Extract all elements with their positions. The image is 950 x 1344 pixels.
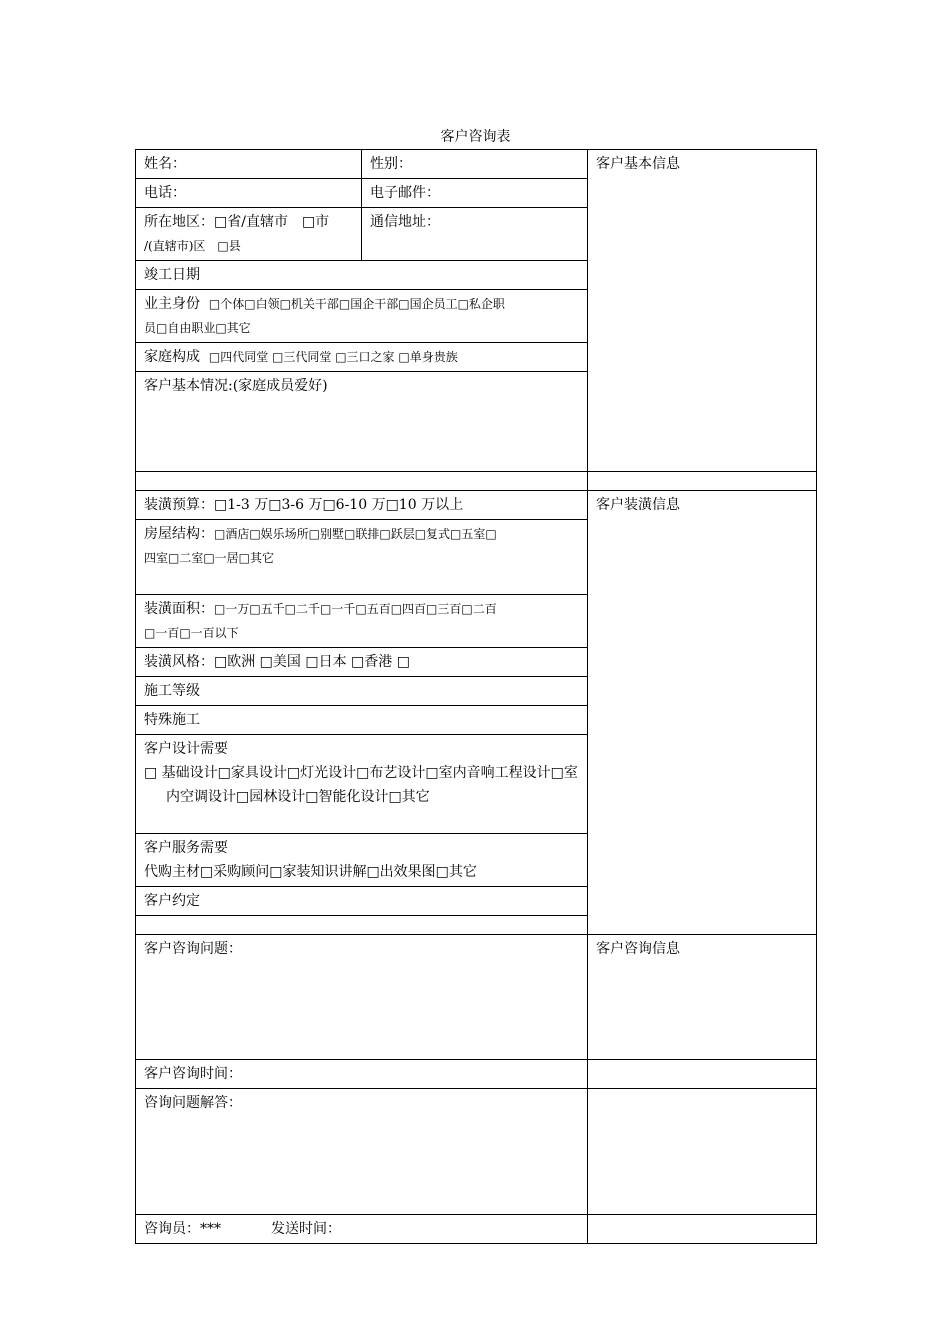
special-construction-field[interactable]: 特殊施工 bbox=[136, 706, 588, 735]
service-needs-field[interactable]: 客户服务需要 代购主材□采购顾问□家装知识讲解□出效果图□其它 bbox=[136, 834, 588, 887]
name-field[interactable]: 姓名： bbox=[136, 150, 362, 179]
empty-cell bbox=[588, 1215, 817, 1244]
spacer-cell bbox=[588, 472, 817, 491]
phone-field[interactable]: 电话： bbox=[136, 179, 362, 208]
basic-info-section-label: 客户基本信息 bbox=[588, 150, 817, 472]
gender-field[interactable]: 性别： bbox=[362, 150, 588, 179]
region-field[interactable]: 所在地区：□省/直辖市 □市 /(直辖市)区 □县 bbox=[136, 208, 362, 261]
decor-info-section-label: 客户装潢信息 bbox=[588, 491, 817, 935]
budget-field[interactable]: 装潢预算：□1-3 万□3-6 万□6-10 万□10 万以上 bbox=[136, 491, 588, 520]
consultation-form-table bbox=[135, 149, 817, 1244]
service-needs-options[interactable]: 代购主材□采购顾问□家装知识讲解□出效果图□其它 bbox=[144, 864, 477, 880]
decor-area-options[interactable]: □一万□五千□二千□一千□五百□四百□三百□二百 bbox=[214, 602, 497, 616]
customer-agreement-field[interactable]: 客户约定 bbox=[136, 887, 588, 916]
construction-grade-field[interactable]: 施工等级 bbox=[136, 677, 588, 706]
owner-identity-field[interactable]: 业主身份 □个体□白领□机关干部□国企干部□国企员工□私企职 员□自由职业□其它 bbox=[136, 290, 588, 343]
basic-situation-field[interactable]: 客户基本情况:(家庭成员爱好) bbox=[136, 372, 588, 472]
empty-cell bbox=[588, 1060, 817, 1089]
decor-style-field[interactable]: 装潢风格：□欧洲 □美国 □日本 □香港 □ bbox=[136, 648, 588, 677]
send-time-label: 发送时间： bbox=[271, 1221, 341, 1237]
consult-info-section-label: 客户咨询信息 bbox=[588, 935, 817, 1060]
decor-area-options-cont[interactable]: □一百□一百以下 bbox=[144, 626, 239, 640]
decor-area-field[interactable]: 装潢面积：□一万□五千□二千□一千□五百□四百□三百□二百 □一百□一百以下 bbox=[136, 595, 588, 648]
email-field[interactable]: 电子邮件： bbox=[362, 179, 588, 208]
family-composition-options[interactable]: □四代同堂 □三代同堂 □三口之家 □单身贵族 bbox=[208, 350, 458, 364]
family-composition-field[interactable]: 家庭构成 □四代同堂 □三代同堂 □三口之家 □单身贵族 bbox=[136, 343, 588, 372]
consult-time-field[interactable]: 客户咨询时间： bbox=[136, 1060, 588, 1089]
consult-question-field[interactable]: 客户咨询问题： bbox=[136, 935, 588, 1060]
consultant-row[interactable] bbox=[136, 1215, 588, 1244]
house-structure-options-cont[interactable]: 四室□二室□一居□其它 bbox=[144, 551, 275, 565]
house-structure-field[interactable]: 房屋结构：□酒店□娱乐场所□别墅□联排□跃层□复式□五室□ 四室□二室□一居□其它 bbox=[136, 520, 588, 595]
owner-identity-options-cont[interactable]: 员□自由职业□其它 bbox=[144, 321, 251, 335]
design-needs-options[interactable]: □ 基础设计□家具设计□灯光设计□布艺设计□室内音响工程设计□室内空调设计□园林设计□智能化设计□其它 bbox=[144, 765, 578, 805]
completion-date-field[interactable]: 竣工日期 bbox=[136, 261, 588, 290]
form-title: 客户咨询表 bbox=[440, 129, 511, 145]
consult-answer-field[interactable]: 咨询问题解答： bbox=[136, 1089, 588, 1215]
design-needs-field[interactable]: 客户设计需要 □ 基础设计□家具设计□灯光设计□布艺设计□室内音响工程设计□室内空调设计□园林设计□智能化设计□其它 bbox=[136, 735, 588, 834]
consultant-label: 咨询员：*** bbox=[144, 1221, 221, 1237]
empty-cell bbox=[588, 1089, 817, 1215]
house-structure-options[interactable]: □酒店□娱乐场所□别墅□联排□跃层□复式□五室□ bbox=[214, 527, 497, 541]
address-field[interactable]: 通信地址： bbox=[362, 208, 588, 261]
spacer-row bbox=[136, 916, 588, 935]
spacer-row bbox=[136, 472, 588, 491]
owner-identity-options[interactable]: □个体□白领□机关干部□国企干部□国企员工□私企职 bbox=[208, 297, 505, 311]
